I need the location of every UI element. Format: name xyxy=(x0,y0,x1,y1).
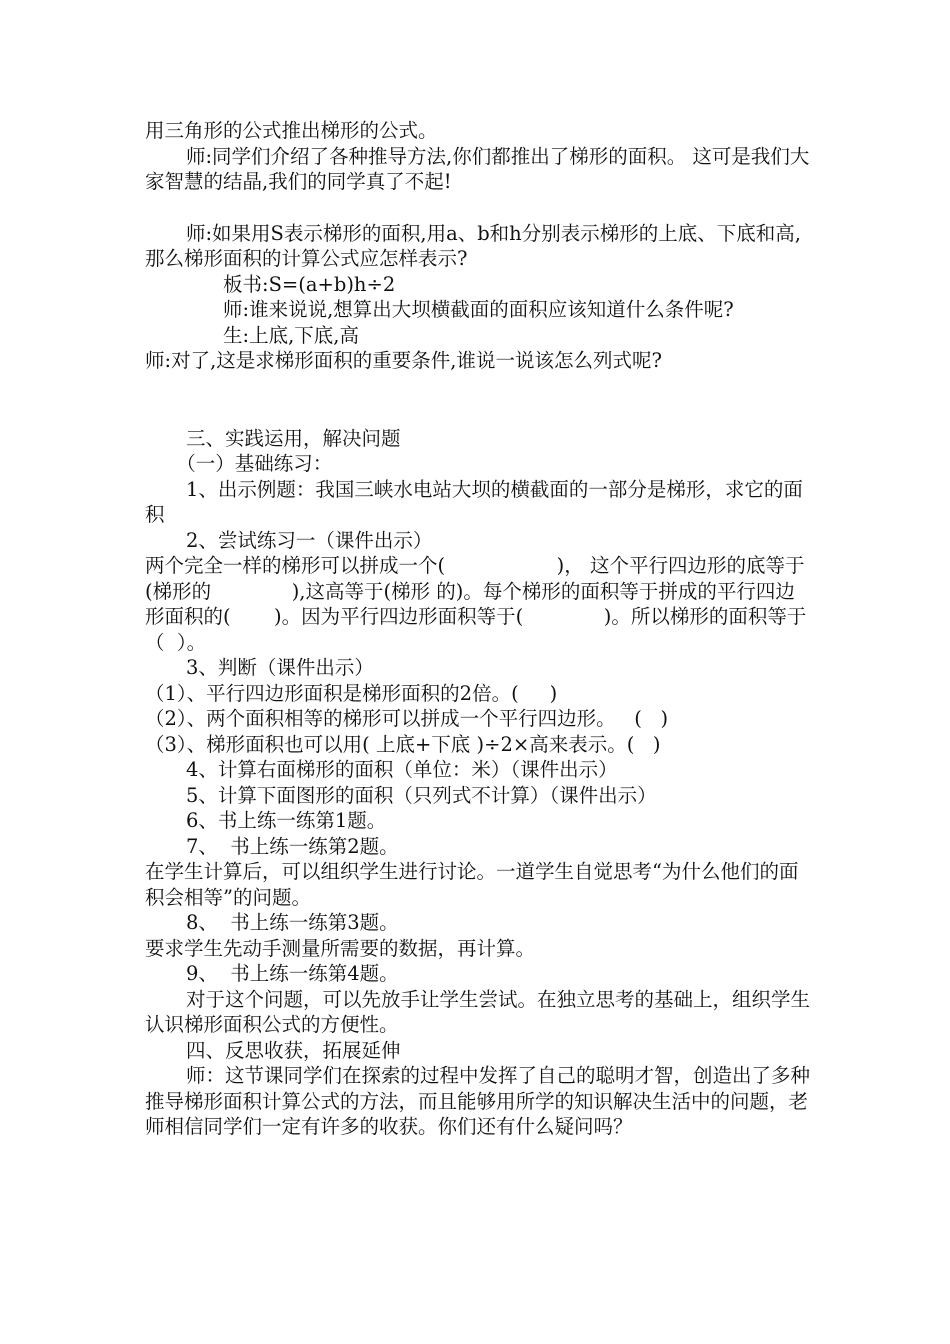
paragraph: 用三角形的公式推出梯形的公式。 xyxy=(145,119,438,142)
document-body xyxy=(145,118,810,1140)
paragraph: 师:如果用S表示梯形的面积,用a、b和h分别表示梯形的上底、下底和高,那么梯形面积的计算公式应怎样表示? xyxy=(145,221,801,270)
paragraph: 生:上底,下底,高 xyxy=(223,323,359,347)
list-item: （1）、平行四边形面积是梯形面积的2倍。( ) xyxy=(145,681,558,705)
paragraph: 9、 书上练一练第4题。 xyxy=(185,962,399,985)
paragraph: 师:谁来说说,想算出大坝横截面的面积应该知道什么条件呢? xyxy=(223,298,734,321)
paragraph: 4、计算右面梯形的面积（单位：米）（课件出示） xyxy=(185,758,618,781)
paragraph: 对于这个问题，可以先放手让学生尝试。在独立思考的基础上，组织学生认识梯形面积公式的方便性。 xyxy=(145,987,810,1036)
paragraph: 要求学生先动手测量所需要的数据，再计算。 xyxy=(145,936,536,960)
paragraph xyxy=(67,348,810,374)
paragraph: 1、出示例题：我国三峡水电站大坝的横截面的一部分是梯形，求它的面积 xyxy=(145,477,803,526)
paragraph: 师：这节课同学们在探索的过程中发挥了自己的聪明才智，创造出了多种推导梯形面积计算公式的方法，而且能够用所学的知识解决生活中的问题，老师相信同学们一定有许多的收获。你们还有什么疑问吗？ xyxy=(145,1064,810,1138)
paragraph: 板书:S=(a+b)h÷2 xyxy=(223,272,396,296)
list-item: （2）、两个面积相等的梯形可以拼成一个平行四边形。 ( ) xyxy=(145,707,669,730)
paragraph: 5、计算下面图形的面积（只列式不计算）（课件出示） xyxy=(185,783,657,807)
subsection-heading: （一）基础练习： xyxy=(176,452,333,475)
paragraph: 3、判断（课件出示） xyxy=(185,656,374,679)
blank-line xyxy=(145,195,810,221)
paragraph: 7、 书上练一练第2题。 xyxy=(185,834,399,858)
section-heading: 三、实践运用，解决问题 xyxy=(185,426,401,450)
paragraph: 两个完全一样的梯形可以拼成一个( )， 这个平行四边形的底等于 (梯形的 ),这高等于(梯形 的)。每个梯形的面积等于拼成的平行四边形面积的( )。因为平行四边形面积等于( )。所以梯形的面积等于（ ）。 xyxy=(145,554,811,654)
paragraph: 师:同学们介绍了各种推导方法,你们都推出了梯形的面积。 这可是我们大家智慧的结晶,我们的同学真了不起! xyxy=(145,144,810,193)
paragraph: 6、书上练一练第1题。 xyxy=(185,809,387,832)
paragraph: 在学生计算后，可以组织学生进行讨论。一道学生自觉思考“为什么他们的面积会相等”的问题。 xyxy=(145,860,799,909)
paragraph: 2、尝试练习一（课件出示） xyxy=(185,528,433,552)
list-item: （3）、梯形面积也可以用( 上底+下底 )÷2×高来表示。( ) xyxy=(145,732,661,756)
paragraph-text: 师:对了,这是求梯形面积的重要条件,谁说一说该怎么列式呢? xyxy=(145,349,662,372)
section-heading: 四、反思收获，拓展延伸 xyxy=(185,1038,401,1062)
blank-line xyxy=(145,374,810,426)
paragraph: 8、 书上练一练第3题。 xyxy=(185,911,399,934)
